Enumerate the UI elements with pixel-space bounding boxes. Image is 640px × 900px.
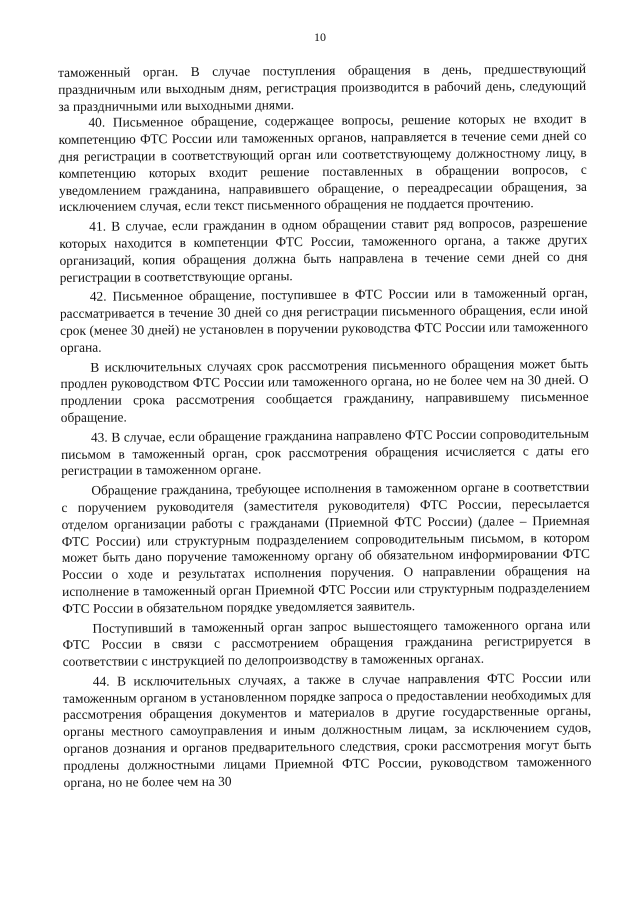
paragraph-44: 44. В исключительных случаях, а также в случае направления ФТС России или таможенным органом в установленном порядке запроса о предоставлении необходимых для рассмотрения обращения документов и материалов в другие государственные органы, органы местного самоуправления и иным должностным лицам, за исключением судов, органов дознания и органов предварительного следствия, сроки рассмотрения могут быть продлены должностными лицами Приемной ФТС России, руководством таможенного органа, но не более чем на 30 — [62, 669, 592, 790]
paragraph-43: 43. В случае, если обращение гражданина направлено ФТС России сопроводительным письмом в таможенный орган, срок рассмотрения обращения исчисляется с даты его регистрации в таможенном органе. — [60, 425, 590, 479]
paragraph-42-extension: В исключительных случаях срок рассмотрения письменного обращения может быть продлен руководством ФТС России или таможенного органа, но не более чем на 30 дней. О продлении срока рассмотрения сообщается гражданину, направившему письменное обращение. — [60, 355, 589, 425]
paragraph-43-forwarding: Обращение гражданина, требующее исполнения в таможенном органе в соответствии с поручением руководителя (заместителя руководителя) ФТС России, пересылается отделом организации работы с гражданами (Приемной ФТС России) (далее – Приемная ФТС России) или структурным подразделением сопроводительным письмом, в котором может быть дано поручение таможенному органу об обязательном информировании ФТС России о ходе и результатах исполнения поручения. О направлении обращения на исполнение в таможенный орган Приемной ФТС России или структурным подразделением ФТС России в обязательном порядке уведомляется заявитель. — [61, 478, 591, 616]
paragraph-43-request: Поступивший в таможенный орган запрос вышестоящего таможенного органа или ФТС России в связи с рассмотрением обращения гражданина регистрируется в соответствии с инструкцией по делопроизводству в таможенных органах. — [62, 616, 591, 670]
paragraph-41: 41. В случае, если гражданин в одном обращении ставит ряд вопросов, разрешение которых находится в компетенции ФТС России, таможенного органа, а также других организаций, копия обращения должна быть направлена в течение семи дней со дня регистрации в соответствующие органы. — [59, 215, 588, 285]
paragraph-42: 42. Письменное обращение, поступившее в ФТС России или в таможенный орган, рассматривается в течение 30 дней со дня регистрации письменного обращения, если иной срок (менее 30 дней) не установлен в поручении руководства ФТС России или таможенного органа. — [59, 285, 589, 355]
page-number: 10 — [314, 30, 326, 44]
paragraph-40: 40. Письменное обращение, содержащее вопросы, решение которых не входит в компетенцию ФТС России или таможенных органов, направляется в течение семи дней со дня регистрации в соответствующий орган или соответствующему должностному лицу, в компетенцию которых входит решение поставленных в обращении вопросов, с уведомлением гражданина, направившего обращение, о переадресации обращения, за исключением случая, если текст письменного обращения не поддается прочтению. — [58, 111, 588, 215]
paragraph-continuation: таможенный орган. В случае поступления обращения в день, предшествующий праздничным или выходным дням, регистрация производится в рабочий день, следующий за праздничными или выходными днями. — [58, 60, 587, 114]
document-body — [58, 61, 592, 792]
